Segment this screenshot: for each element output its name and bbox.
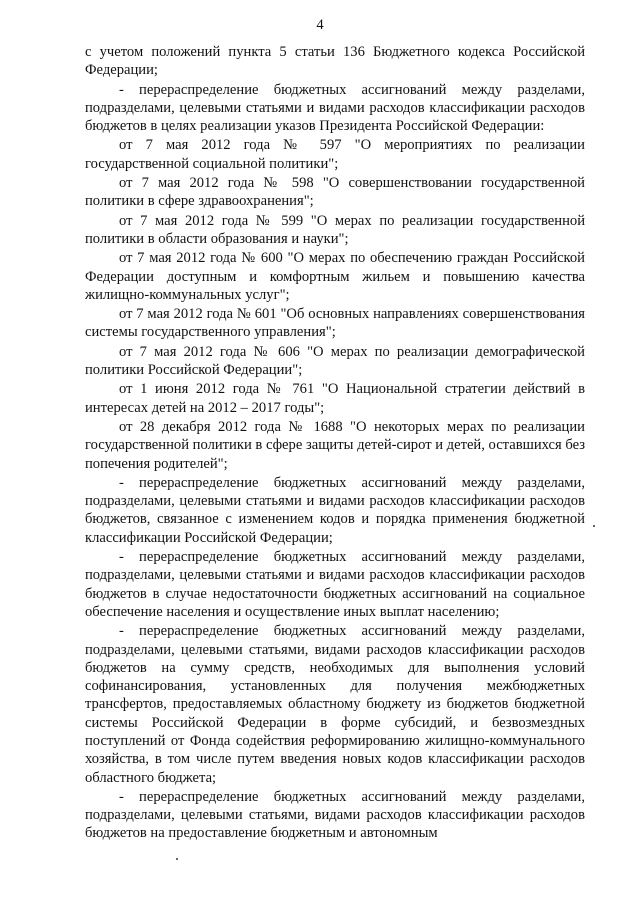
paragraph: - перераспределение бюджетных ассигнований между разделами, подразделами, целевыми статьями и видами расходов классификации расходов бюджетов, связанное с изменением кодов и порядка применения бюджетной классификации Российской Федерации; [85, 474, 585, 546]
scan-speck [176, 858, 178, 860]
paragraph: - перераспределение бюджетных ассигнований между разделами, подразделами, целевыми статьями, видами расходов классификации расходов бюджетов на предоставление бюджетным и автономным [85, 788, 585, 842]
page-number: 4 [316, 17, 324, 33]
paragraph: от 7 мая 2012 года № 599 "О мерах по реализации государственной политики в области образования и науки"; [85, 212, 585, 247]
paragraph: - перераспределение бюджетных ассигнований между разделами, подразделами, целевыми статьями и видами расходов классификации расходов бюджетов в целях реализации указов Президента Российской Федерации: [85, 81, 585, 135]
scan-speck [593, 525, 595, 527]
paragraph: от 1 июня 2012 года № 761 "О Национальной стратегии действий в интересах детей на 2012 – 2017 годы"; [85, 381, 585, 416]
paragraph: от 7 мая 2012 года № 597 "О мероприятиях по реализации государственной социальной политики"; [85, 137, 585, 172]
paragraph: от 7 мая 2012 года № 600 "О мерах по обеспечению граждан Российской Федерации доступным и комфортным жильем и повышению качества жилищно-коммунальных услуг"; [85, 250, 585, 303]
paragraph: - перераспределение бюджетных ассигнований между разделами, подразделами, целевыми статьями и видами расходов классификации расходов бюджетов в случае недостаточности бюджетных ассигнований на социальное обеспечение населения и осуществление иных выплат населению; [85, 549, 585, 620]
paragraph: от 7 мая 2012 года № 598 "О совершенствовании государственной политики в сфере здравоохранения"; [85, 175, 585, 210]
paragraph: от 28 декабря 2012 года № 1688 "О некоторых мерах по реализации государственной политики в сфере защиты детей-сирот и детей, оставшихся без попечения родителей"; [85, 418, 586, 472]
paragraph: с учетом положений пункта 5 статьи 136 Бюджетного кодекса Российской Федерации; [85, 44, 585, 79]
paragraph: от 7 мая 2012 года № 606 "О мерах по реализации демографической политики Российской Федерации"; [85, 343, 585, 379]
paragraph: от 7 мая 2012 года № 601 "Об основных направлениях совершенствования системы государственного управления"; [85, 306, 585, 341]
paragraph: - перераспределение бюджетных ассигнований между разделами, подразделами, целевыми статьями, видами расходов классификации расходов бюджетов на сумму средств, необходимых для выполнения условий софинансирования, установленных для получения межбюджетных трансфертов, предоставляемых областному бюджету из бюджетов бюджетной системы Российской Федерации в форме субсидий, и безвозмездных поступлений от Фонда содействия реформированию жилищно-коммунального хозяйства, в том числе путем введения новых кодов классификации расходов областного бюджета; [85, 623, 585, 786]
body-text [85, 43, 585, 843]
